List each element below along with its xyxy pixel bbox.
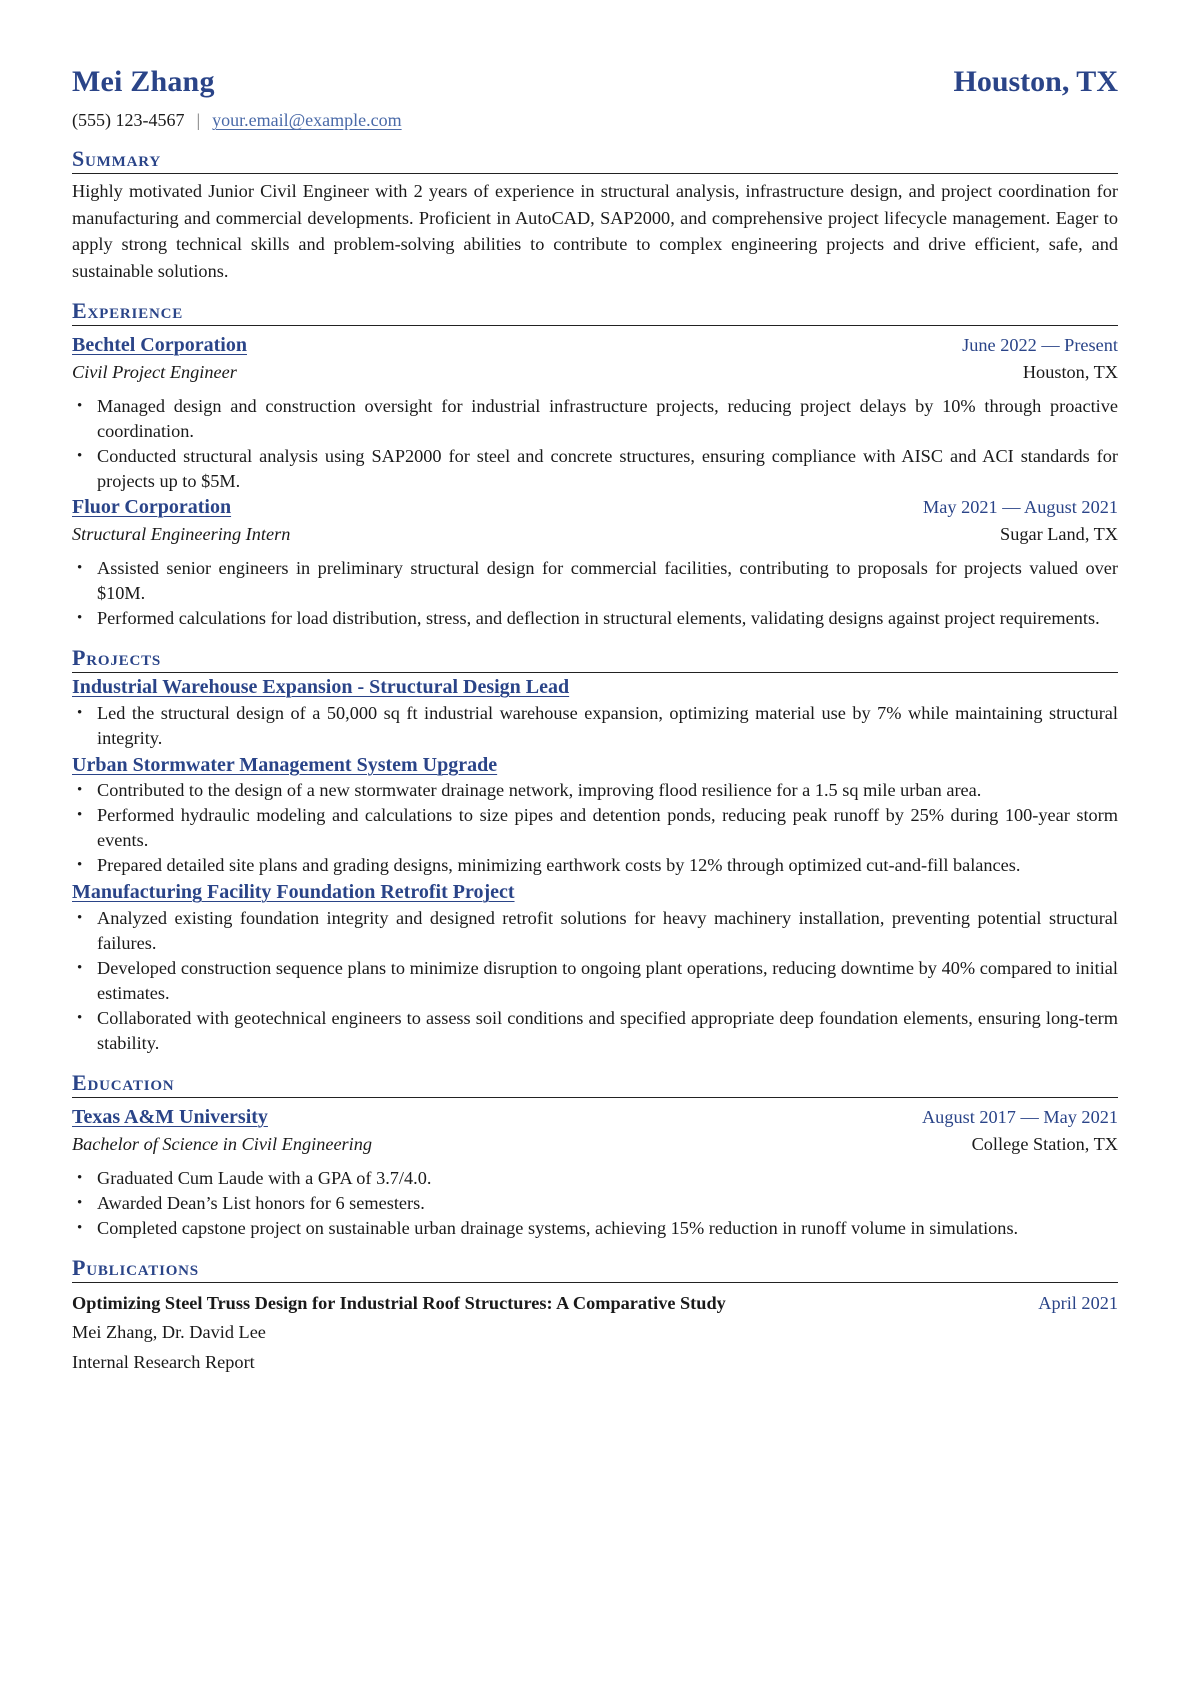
bullet-item: • Performed calculations for load distribution, stress, and deflection in structural elements, validating designs against project requirements. — [72, 606, 1118, 631]
bullet-list — [72, 1166, 1118, 1241]
project-entry — [72, 752, 1118, 879]
job-location: Houston, TX — [1022, 362, 1118, 382]
project-title-link[interactable]: Urban Stormwater Management System Upgrade — [72, 753, 498, 776]
job-title: Structural Engineering Intern — [72, 524, 291, 544]
bullet-item: • Performed hydraulic modeling and calculations to size pipes and detention ponds, reducing peak runoff by 25% during 100-year storm events. — [72, 803, 1118, 853]
school-link[interactable]: Texas A&M University — [72, 1105, 268, 1128]
bullet-item: • Prepared detailed site plans and grading designs, minimizing earthwork costs by 12% through optimized cut-and-fill balances. — [72, 853, 1118, 878]
publication-date: April 2021 — [1038, 1292, 1118, 1313]
bullet-item: • Assisted senior engineers in preliminary structural design for commercial facilities, contributing to proposals for projects valued over $10M. — [72, 556, 1118, 606]
degree: Bachelor of Science in Civil Engineering — [72, 1133, 373, 1154]
education-entry — [72, 1104, 1118, 1241]
section-title-summary: Summary — [72, 146, 1118, 174]
project-title-link[interactable]: Manufacturing Facility Foundation Retrofit Project — [72, 881, 515, 903]
section-title-publications: Publications — [72, 1255, 1118, 1283]
employment-dates: May 2021 — August 2021 — [922, 497, 1118, 517]
section-title-education: Education — [72, 1070, 1118, 1098]
bullet-list — [72, 778, 1118, 878]
bullet-item: • Conducted structural analysis using SAP2000 for steel and concrete structures, ensuring compliance with AISC and ACI standards for projects up to $5M. — [72, 444, 1118, 494]
bullet-list — [72, 906, 1118, 1056]
project-title-link[interactable]: Industrial Warehouse Expansion - Structural Design Lead — [72, 676, 570, 698]
candidate-name: Mei Zhang — [72, 65, 215, 98]
education-dates: August 2017 — May 2021 — [921, 1106, 1118, 1127]
experience-entry — [72, 494, 1118, 631]
project-entry — [72, 674, 1118, 751]
summary-text: Highly motivated Junior Civil Engineer with 2 years of experience in structural analysis, infrastructure design, and project coordination for manufacturing and commercial developments. Proficient in AutoCAD, SAP2000, and comprehensive project lifecycle management. Eager to apply strong technical skills and problem-solving abilities to contribute to complex engineering projects and drive efficient, safe, and sustainable solutions. — [72, 181, 1118, 281]
publication-authors: Mei Zhang, Dr. David Lee — [72, 1321, 266, 1342]
employer-link[interactable]: Bechtel Corporation — [72, 334, 247, 356]
section-title-projects: Projects — [72, 645, 1118, 673]
section-title-experience: Experience — [72, 298, 1118, 326]
bullet-list — [72, 701, 1118, 751]
publication-venue: Internal Research Report — [72, 1351, 255, 1372]
resume-header — [72, 62, 1118, 102]
contact-line — [72, 108, 1118, 132]
bullet-item: • Developed construction sequence plans to minimize disruption to ongoing plant operations, reducing downtime by 40% compared to initial estimates. — [72, 956, 1118, 1006]
email-link[interactable]: your.email@example.com — [212, 110, 402, 130]
bullet-item: • Contributed to the design of a new stormwater drainage network, improving flood resilience for a 1.5 sq mile urban area. — [72, 778, 1118, 803]
project-entry — [72, 879, 1118, 1056]
candidate-location: Houston, TX — [953, 65, 1118, 98]
bullet-item: • Managed design and construction oversight for industrial infrastructure projects, reducing project delays by 10% through proactive coordination. — [72, 394, 1118, 444]
publication-entry — [72, 1289, 1118, 1377]
publication-title: Optimizing Steel Truss Design for Industrial Roof Structures: A Comparative Study — [72, 1292, 726, 1313]
school-location: College Station, TX — [971, 1133, 1118, 1154]
job-title: Civil Project Engineer — [72, 362, 237, 382]
employer-link[interactable]: Fluor Corporation — [72, 496, 232, 518]
bullet-item: • Completed capstone project on sustainable urban drainage systems, achieving 15% reduction in runoff volume in simulations. — [72, 1216, 1118, 1241]
bullet-item: • Collaborated with geotechnical engineers to assess soil conditions and specified appropriate deep foundation elements, ensuring long-term stability. — [72, 1006, 1118, 1056]
employment-dates: June 2022 — Present — [962, 335, 1118, 355]
job-location: Sugar Land, TX — [1000, 524, 1118, 544]
bullet-item: • Graduated Cum Laude with a GPA of 3.7/4.0. — [72, 1166, 1118, 1191]
phone-number: (555) 123-4567 — [72, 110, 185, 130]
bullet-list — [72, 556, 1118, 631]
experience-entry — [72, 332, 1118, 494]
bullet-list — [72, 394, 1118, 494]
bullet-item: • Awarded Dean’s List honors for 6 semesters. — [72, 1191, 1118, 1216]
contact-separator: | — [196, 110, 201, 130]
bullet-item: • Analyzed existing foundation integrity and designed retrofit solutions for heavy machinery installation, preventing potential structural failures. — [72, 906, 1118, 956]
bullet-item: • Led the structural design of a 50,000 sq ft industrial warehouse expansion, optimizing material use by 7% while maintaining structural integrity. — [72, 701, 1118, 751]
